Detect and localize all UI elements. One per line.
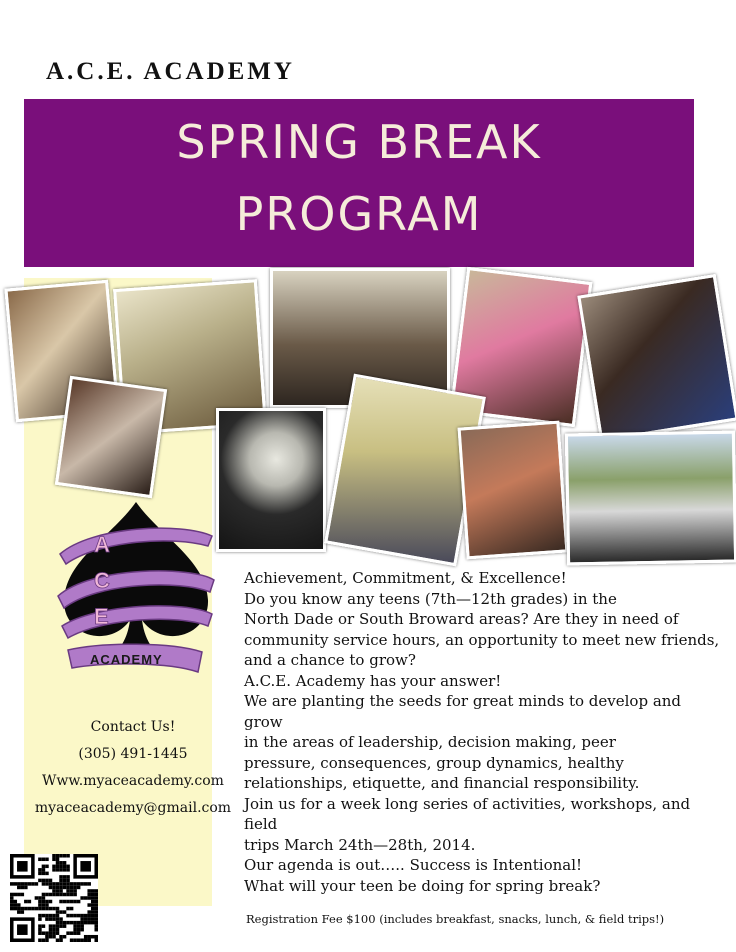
banner-title-line2: PROGRAM	[235, 187, 483, 241]
banner-title-line1: SPRING BREAK	[176, 115, 542, 169]
logo-letter-c: C	[94, 568, 110, 593]
photo-portrait-braids	[577, 274, 736, 442]
program-description	[244, 568, 724, 896]
body-line: Join us for a week long series of activities, workshops, and field	[244, 794, 691, 833]
body-line: Our agenda is out….. Success is Intentional!	[244, 856, 583, 874]
body-line: pressure, consequences, group dynamics, healthy	[244, 753, 624, 772]
logo-ribbon-text: ACADEMY	[90, 652, 163, 667]
contact-info	[26, 714, 240, 822]
body-line: What will your teen be doing for spring break?	[244, 876, 601, 895]
body-line: community service hours, an opportunity to meet new friends,	[244, 630, 720, 649]
logo-letter-a: A	[94, 532, 110, 557]
photo-outdoor-group	[565, 431, 736, 566]
photo-fiu-visit	[458, 421, 569, 560]
title-banner	[24, 99, 694, 267]
body-line: A.C.E. Academy has your answer!	[244, 671, 502, 690]
ace-academy-logo	[52, 496, 220, 682]
contact-title: Contact Us!	[90, 719, 176, 735]
qr-code-icon[interactable]	[10, 854, 98, 942]
organization-name: A.C.E. ACADEMY	[46, 58, 295, 85]
body-line: Do you know any teens (7th—12th grades) in the	[244, 589, 617, 608]
body-line: in the areas of leadership, decision making, peer	[244, 733, 616, 751]
body-line: North Dade or South Broward areas? Are they in need of	[244, 610, 679, 628]
qr-code-graphic	[10, 854, 98, 942]
logo-letter-e: E	[94, 604, 109, 629]
body-line: relationships, etiquette, and financial responsibility.	[244, 774, 640, 792]
photo-three-girls-selfie	[55, 376, 167, 499]
contact-email: myaceacademy@gmail.com	[34, 800, 232, 816]
body-line: and a chance to grow?	[244, 651, 416, 669]
photo-moon-exhibit	[216, 408, 326, 552]
contact-phone: (305) 491-1445	[78, 746, 188, 762]
body-line: trips March 24th—28th, 2014.	[244, 835, 476, 854]
body-line: Achievement, Commitment, & Excellence!	[244, 569, 567, 587]
contact-website: Www.myaceacademy.com	[42, 773, 224, 789]
registration-fee: Registration Fee $100 (includes breakfast, snacks, lunch, & field trips!)	[246, 912, 665, 926]
body-line: We are planting the seeds for great minds to develop and grow	[244, 692, 682, 731]
